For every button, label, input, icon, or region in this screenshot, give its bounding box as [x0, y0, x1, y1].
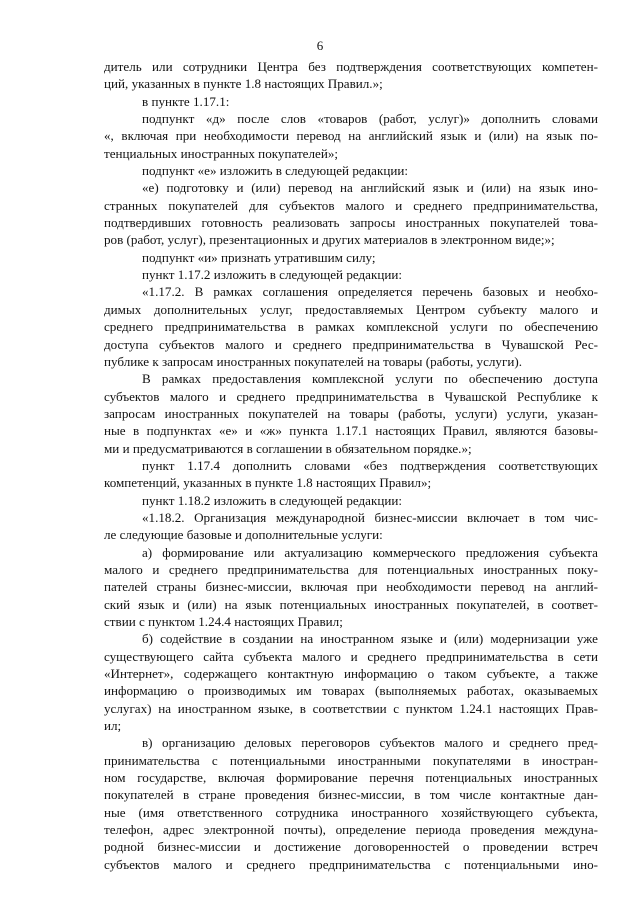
text-line: подтвердивших готовность реализовать запросы иностранных покупателей това-: [104, 215, 598, 231]
text-line: запросам иностранных покупателей на товары (работы, услуги) услуги, указан-: [104, 405, 598, 421]
text-line: среднего предпринимательства в рамках комплексной услуги по обеспечению: [104, 319, 598, 335]
text-line: тенциальных иностранных покупателей»;: [104, 145, 339, 161]
text-line: информацию о производимых им товарах (выполняемых работах, оказываемых: [104, 683, 598, 699]
text-line: доступа субъектов малого и среднего предпринимательства в Чувашской Рес-: [104, 336, 598, 352]
text-line: ций, указанных в пункте 1.8 настоящих Правил.»;: [104, 76, 383, 92]
text-line: дитель или сотрудники Центра без подтверждения соответствующих компетен-: [104, 59, 598, 74]
text-line: «е) подготовку и (или) перевод на английский язык и (или) на язык ино-: [142, 180, 598, 196]
text-line: ров (работ, услуг), презентационных и других материалов в электронном виде;»;: [104, 232, 555, 248]
text-line: подпункт «и» признать утратившим силу;: [142, 249, 376, 265]
text-line: подпункт «д» после слов «товаров (работ, услуг)» дополнить словами: [142, 111, 598, 127]
text-line: ми и предусматриваются в соглашении в обязательном порядке.»;: [104, 440, 472, 456]
text-line: странных покупателей для субъектов малого и среднего предпринимательства,: [104, 197, 598, 213]
text-line: ствии с пунктом 1.24.4 настоящих Правил;: [104, 614, 343, 629]
text-line: пателей страны бизнес-миссии, включая при необходимости перевод на англий-: [104, 579, 598, 595]
text-line: родной бизнес-миссии и достижение договоренностей о проведении встреч: [104, 839, 598, 855]
text-line: «1.17.2. В рамках соглашения определяется перечень базовых и необхо-: [142, 284, 598, 300]
text-line: в пункте 1.17.1:: [142, 93, 230, 109]
text-line: ил;: [104, 718, 122, 734]
text-line: компетенций, указанных в пункте 1.8 настоящих Правил»;: [104, 475, 432, 491]
text-line: а) формирование или актуализацию коммерческого предложения субъекта: [142, 544, 598, 560]
text-line: В рамках предоставления комплексной услуги по обеспечению доступа: [142, 371, 598, 387]
text-line: субъектов малого и среднего предпринимательства в Чувашской Республике к: [104, 388, 598, 404]
text-line: ные (имя ответственного сотрудника иностранного хозяйствующего субъекта,: [104, 804, 598, 820]
text-line: пункт 1.18.2 изложить в следующей редакции:: [142, 492, 402, 508]
text-line: принимательства с потенциальными иностранными покупателями в иностран-: [104, 752, 598, 768]
text-line: подпункт «е» изложить в следующей редакции:: [142, 163, 409, 179]
text-line: «1.18.2. Организация международной бизнес-миссии включает в том чис-: [142, 509, 598, 525]
text-line: пункт 1.17.2 изложить в следующей редакции:: [142, 267, 402, 283]
text-line: телефон, адрес электронной почты), определение периода проведения междуна-: [104, 822, 598, 838]
text-line: услугах) на иностранном языке, в соответствии с пунктом 1.24.1 настоящих Прав-: [104, 700, 598, 716]
text-line: публике к запросам иностранных покупателей на товары (работы, услуги).: [104, 353, 522, 369]
text-line: пункт 1.17.4 дополнить словами «без подтверждения соответствующих: [142, 457, 598, 473]
text-line: ский язык и (или) на язык потенциальных иностранных покупателей, в соответ-: [104, 596, 598, 612]
document-body: [104, 58, 598, 873]
text-line: малого и среднего предпринимательства для потенциальных иностранных поку-: [104, 561, 598, 577]
text-line: субъектов малого и среднего предпринимательства с потенциальными ино-: [104, 856, 598, 872]
text-line: «, включая при необходимости перевод на английский язык и (или) на язык по-: [104, 128, 598, 144]
text-line: димых дополнительных услуг, предоставляемых Центром субъекту малого и: [104, 301, 598, 317]
text-line: покупателей в стране проведения бизнес-миссии, в том числе контактные дан-: [104, 787, 598, 803]
text-line: б) содействие в создании на иностранном языке и (или) модернизации уже: [142, 631, 598, 647]
text-line: ные в подпунктах «е» и «ж» пункта 1.17.1 настоящих Правил, являются базовы-: [104, 423, 598, 439]
text-line: ном государстве, включая формирование перечня потенциальных иностранных: [104, 770, 598, 786]
page-number: 6: [316, 38, 324, 53]
text-line: существующего сайта субъекта малого и среднего предпринимательства в сети: [104, 648, 598, 664]
text-line: «Интернет», содержащего контактную информацию о таком субъекте, а также: [104, 666, 598, 682]
text-line: ле следующие базовые и дополнительные услуги:: [104, 527, 383, 543]
text-line: в) организацию деловых переговоров субъектов малого и среднего пред-: [142, 735, 598, 751]
